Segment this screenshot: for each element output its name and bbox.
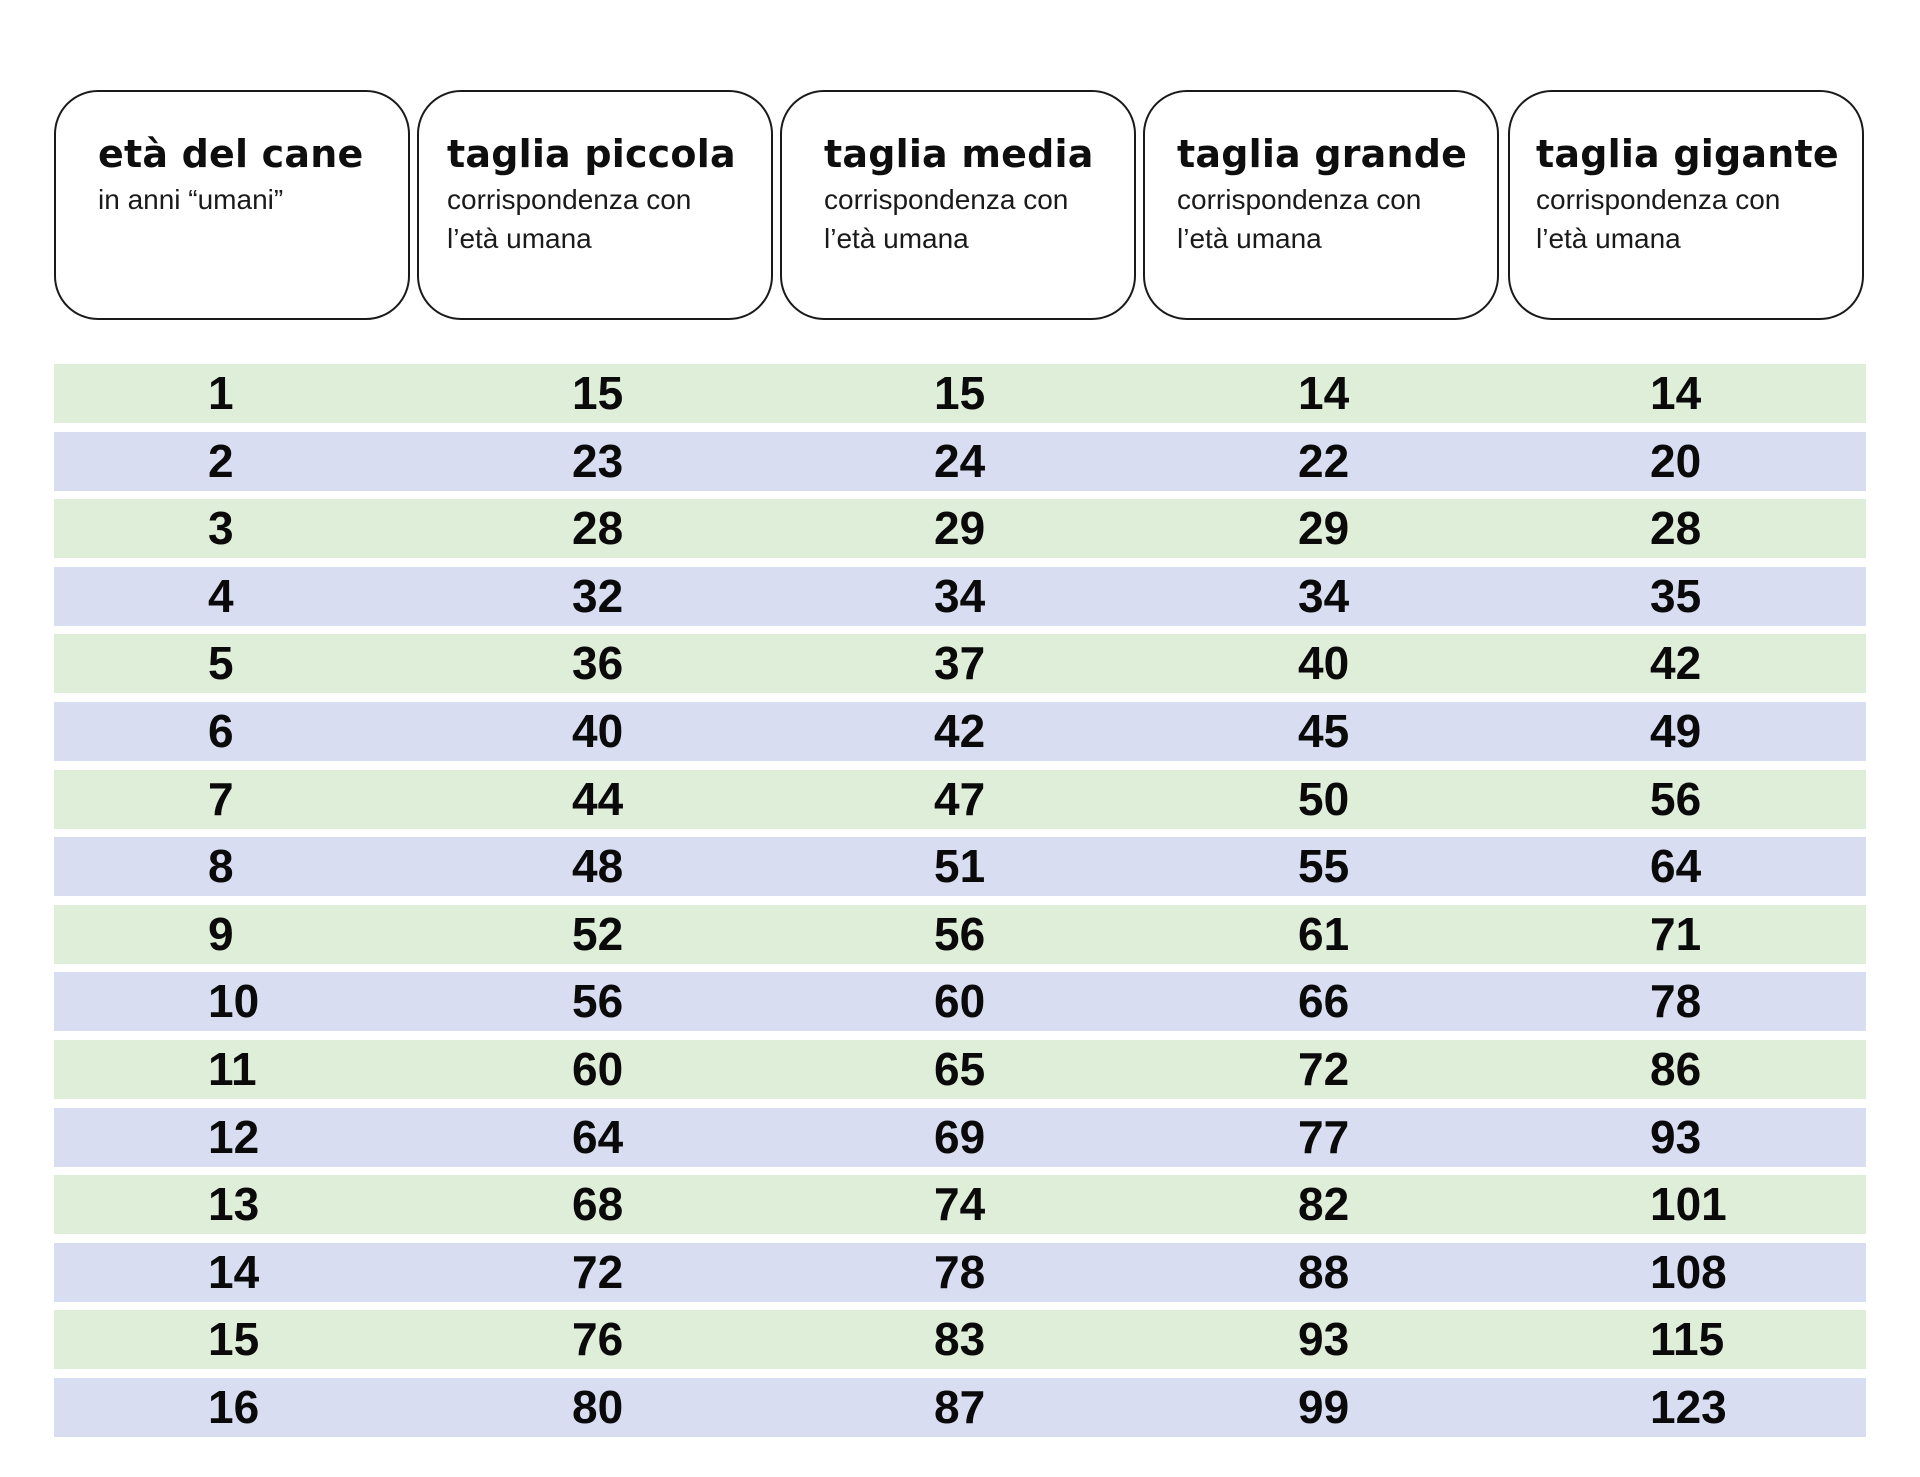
cell-dog-age: 16 (208, 1381, 260, 1433)
header-large-size (1143, 90, 1499, 320)
cell-dog-age: 4 (208, 570, 234, 622)
header-title: taglia grande (1177, 132, 1468, 176)
cell-dog-age: 6 (208, 705, 234, 757)
table-header (54, 90, 1866, 324)
cell-small-size: 15 (572, 367, 624, 419)
cell-dog-age: 5 (208, 637, 234, 689)
cell-small-size: 23 (572, 435, 624, 487)
cell-giant-size: 86 (1650, 1043, 1702, 1095)
cell-large-size: 66 (1298, 975, 1350, 1027)
cell-small-size: 28 (572, 502, 624, 554)
cell-large-size: 50 (1298, 773, 1350, 825)
header-title: taglia gigante (1536, 132, 1839, 176)
cell-giant-size: 42 (1650, 637, 1702, 689)
cell-large-size: 88 (1298, 1246, 1350, 1298)
table-row (54, 1175, 1866, 1234)
table-row (54, 837, 1866, 896)
cell-large-size: 34 (1298, 570, 1350, 622)
table-row (54, 364, 1866, 423)
cell-small-size: 36 (572, 637, 624, 689)
cell-medium-size: 34 (934, 570, 986, 622)
cell-small-size: 64 (572, 1111, 624, 1163)
cell-giant-size: 71 (1650, 908, 1702, 960)
cell-medium-size: 87 (934, 1381, 986, 1433)
cell-large-size: 40 (1298, 637, 1350, 689)
cell-medium-size: 56 (934, 908, 986, 960)
table-row (54, 1310, 1866, 1369)
table-row (54, 499, 1866, 558)
header-medium-size (780, 90, 1136, 320)
cell-giant-size: 64 (1650, 840, 1702, 892)
cell-large-size: 72 (1298, 1043, 1350, 1095)
header-subtitle: corrispondenza con l’età umana (447, 184, 692, 254)
cell-dog-age: 8 (208, 840, 234, 892)
cell-dog-age: 11 (208, 1043, 257, 1095)
cell-dog-age: 14 (208, 1246, 260, 1298)
cell-dog-age: 12 (208, 1111, 260, 1163)
cell-dog-age: 10 (208, 975, 260, 1027)
cell-medium-size: 47 (934, 773, 986, 825)
cell-small-size: 68 (572, 1178, 624, 1230)
cell-large-size: 55 (1298, 840, 1350, 892)
cell-medium-size: 15 (934, 367, 986, 419)
table-row (54, 972, 1866, 1031)
cell-large-size: 29 (1298, 502, 1350, 554)
header-subtitle: corrispondenza con l’età umana (1177, 184, 1422, 254)
table-row (54, 1108, 1866, 1167)
table-row (54, 905, 1866, 964)
header-dog-age (54, 90, 410, 320)
cell-giant-size: 35 (1650, 570, 1702, 622)
table-row (54, 1040, 1866, 1099)
cell-small-size: 32 (572, 570, 624, 622)
cell-dog-age: 15 (208, 1313, 260, 1365)
cell-large-size: 22 (1298, 435, 1350, 487)
table-row (54, 567, 1866, 626)
cell-giant-size: 123 (1650, 1381, 1727, 1433)
cell-dog-age: 13 (208, 1178, 260, 1230)
header-small-size (417, 90, 773, 320)
table-row (54, 634, 1866, 693)
cell-giant-size: 20 (1650, 435, 1702, 487)
cell-giant-size: 101 (1650, 1178, 1727, 1230)
cell-large-size: 45 (1298, 705, 1350, 757)
cell-dog-age: 3 (208, 502, 234, 554)
cell-large-size: 14 (1298, 367, 1350, 419)
cell-giant-size: 93 (1650, 1111, 1702, 1163)
cell-medium-size: 29 (934, 502, 986, 554)
header-title: taglia media (824, 132, 1094, 176)
cell-small-size: 60 (572, 1043, 624, 1095)
header-subtitle: in anni “umani” (98, 184, 284, 215)
table-row (54, 1378, 1866, 1437)
cell-giant-size: 108 (1650, 1246, 1727, 1298)
cell-small-size: 52 (572, 908, 624, 960)
cell-large-size: 82 (1298, 1178, 1350, 1230)
header-giant-size (1508, 90, 1864, 320)
cell-medium-size: 83 (934, 1313, 986, 1365)
cell-medium-size: 24 (934, 435, 986, 487)
table-row (54, 770, 1866, 829)
cell-medium-size: 65 (934, 1043, 986, 1095)
cell-medium-size: 51 (934, 840, 986, 892)
table-row (54, 432, 1866, 491)
cell-giant-size: 56 (1650, 773, 1702, 825)
cell-giant-size: 78 (1650, 975, 1702, 1027)
header-title: taglia piccola (447, 132, 736, 176)
cell-large-size: 93 (1298, 1313, 1350, 1365)
cell-small-size: 76 (572, 1313, 624, 1365)
header-subtitle: corrispondenza con l’età umana (824, 184, 1069, 254)
cell-medium-size: 78 (934, 1246, 986, 1298)
cell-medium-size: 37 (934, 637, 986, 689)
cell-dog-age: 9 (208, 908, 234, 960)
cell-medium-size: 69 (934, 1111, 986, 1163)
header-title: età del cane (98, 132, 364, 176)
cell-small-size: 72 (572, 1246, 624, 1298)
cell-small-size: 44 (572, 773, 624, 825)
cell-dog-age: 7 (208, 773, 234, 825)
cell-small-size: 80 (572, 1381, 624, 1433)
cell-giant-size: 14 (1650, 367, 1702, 419)
cell-medium-size: 60 (934, 975, 986, 1027)
cell-giant-size: 49 (1650, 705, 1702, 757)
cell-dog-age: 2 (208, 435, 234, 487)
cell-giant-size: 28 (1650, 502, 1702, 554)
cell-large-size: 77 (1298, 1111, 1350, 1163)
header-subtitle: corrispondenza con l’età umana (1536, 184, 1781, 254)
cell-large-size: 99 (1298, 1381, 1350, 1433)
cell-medium-size: 74 (934, 1178, 986, 1230)
cell-small-size: 56 (572, 975, 624, 1027)
cell-large-size: 61 (1298, 908, 1350, 960)
table-row (54, 1243, 1866, 1302)
cell-dog-age: 1 (208, 367, 234, 419)
cell-small-size: 48 (572, 840, 624, 892)
table-row (54, 702, 1866, 761)
cell-medium-size: 42 (934, 705, 986, 757)
cell-small-size: 40 (572, 705, 624, 757)
cell-giant-size: 115 (1650, 1313, 1725, 1365)
